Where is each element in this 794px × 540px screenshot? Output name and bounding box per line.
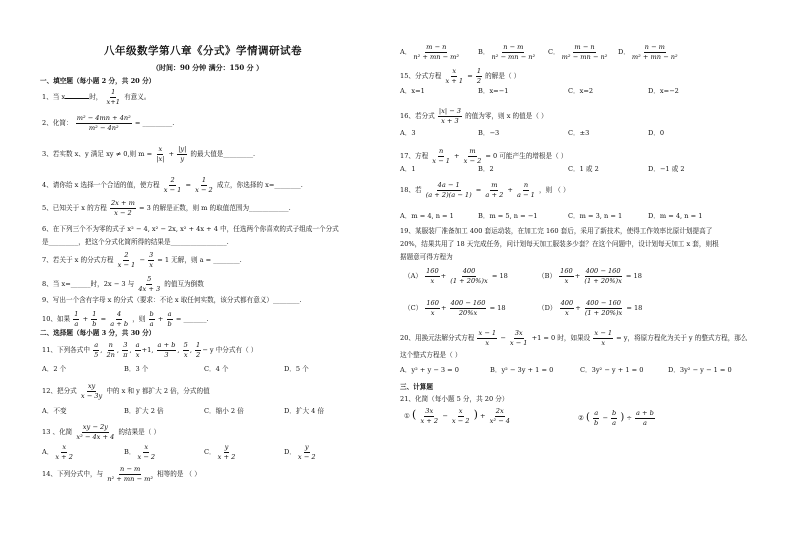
fraction: $\frac{160}{x}$ (426, 299, 439, 317)
fraction: $\frac{a + b}{3}$ (157, 341, 176, 359)
fraction: $\frac{3x}{x + 2}$ (420, 407, 439, 425)
question-5: 5、已知关于 x 的方程 $\frac{2x + m}{x - 2}$ = 3 的解是正数，则 m 的取值范围为____________. (42, 199, 291, 217)
option-c[interactable]: C．x=2 (568, 87, 594, 95)
option-b[interactable]: B． $\frac{x}{x - 2}$ (124, 443, 156, 461)
option-b[interactable]: B．−3 (478, 129, 500, 137)
option-a[interactable]: A． $\frac{x}{x + 2}$ (42, 443, 73, 461)
option-d[interactable]: D．0 (648, 129, 665, 137)
question-13: 13 、化简 $\frac{xy - 2y}{\text{x² − 4x + 4}}$ 的结果是（ ） (42, 423, 161, 441)
fraction: $\frac{2x + m}{x - 2}$ (110, 199, 135, 217)
fraction: $\frac{a}{5}$ (94, 341, 99, 359)
option-d[interactable]: D．5 个 (284, 365, 309, 373)
fraction: $\frac{3x}{x - 1}$ (509, 329, 528, 347)
fraction: $\frac{y}{x - 2}$ (297, 443, 316, 461)
fraction: $\frac{2x}{\text{x² − 4}}$ (489, 407, 510, 425)
fraction: $\frac{xy}{x - 3y}$ (80, 382, 103, 400)
question-21-part-1: ① ( $\frac{3x}{x + 2}$ − $\frac{x}{x - 2}$ ) + $\frac{2x}{\text{x² − 4}}$ (404, 407, 510, 425)
fraction: $\frac{b}{a}$ (612, 409, 617, 427)
option-a[interactable]: A．y² + y − 3 = 0 (400, 366, 459, 374)
fraction: $\frac{4}{a + b}$ (110, 310, 129, 328)
fraction: $\frac{3}{x}$ (148, 251, 154, 269)
option-c[interactable]: C．1 或 2 (568, 165, 599, 173)
fraction: $\frac{160}{x}$ (560, 267, 573, 285)
question-2: 2、化简： $\frac{\text{m² − 4mn + 4n²}}{\text{m² − 4n²}}$ = _________. (42, 114, 175, 132)
question-19-line-3: 据题意可得方程为 (400, 253, 453, 261)
option-c[interactable]: C．3y² − y + 1 = 0 (580, 366, 644, 374)
fraction: $\frac{x}{|x|}$ (156, 145, 165, 163)
section-choice: 二、选择题（每小题 3 分，共 30 分） (40, 329, 156, 337)
question-10: 10、如果 $\frac{1}{a}$ + $\frac{1}{b}$ = $\frac{4}{a + b}$ ，则 $\frac{b}{a}$ + $\frac{a}{b}$ = _______. (42, 310, 209, 328)
fraction: $\frac{5}{x}$ (183, 341, 188, 359)
option-a[interactable]: （A） $\frac{160}{x}$ + $\frac{400}{(1 + 20\%)x}$ = 18 (404, 267, 508, 285)
fraction: $\frac{4a - 1}{(a + 2)(a - 1)}$ (425, 181, 472, 199)
fraction: $\frac{m - n}{\text{m² − mn − n²}}$ (561, 43, 608, 61)
fraction: $\frac{x - 1}{x}$ (478, 329, 497, 347)
fraction: $\frac{400}{(1 + 20\%)x}$ (450, 267, 488, 285)
question-7: 7、若关于 x 的分式方程 $\frac{2}{x - 1}$ − $\frac{3}{x}$ = 1 无解，则 a = ________. (42, 251, 242, 269)
fraction: $\frac{x}{x + 2}$ (55, 443, 73, 461)
fraction: $\frac{400 - 160}{(1 + 20\%)x}$ (584, 299, 623, 317)
option-c[interactable]: C．4 个 (204, 365, 229, 373)
option-d[interactable]: D． $\frac{n - m}{\text{m² + mn − n²}}$ (618, 43, 678, 61)
fraction: $\frac{n - m}{\text{n² − mn − n²}}$ (491, 43, 536, 61)
fraction: $\frac{1}{b}$ (92, 310, 97, 328)
fraction: $\frac{160}{x}$ (426, 267, 439, 285)
fraction: $\frac{x}{x - 2}$ (451, 407, 470, 425)
question-8: 8、当 x=______时，2x − 3 与 $\frac{5}{4x + 3}$ 的值互为倒数 (42, 275, 204, 293)
question-11: 11、下列各式中 $\frac{a}{5}$ , $\frac{n}{2n}$ , $\frac{3}{\pi}$ , $\frac{a}{x}$ +1, $\frac{a + b}{3}$ , $\frac{5}{x}$ , $\frac{1}{2}$ − y 中分式有（ ） (42, 341, 258, 359)
fraction: $\frac{400 - 160}{(1 + 20\%)x}$ (584, 267, 622, 285)
option-c[interactable]: （C） $\frac{160}{x}$ + $\frac{400 - 160}{20\%x}$ = 18 (404, 299, 506, 317)
option-c[interactable]: C． $\frac{m - n}{\text{m² − mn − n²}}$ (548, 43, 608, 61)
option-c[interactable]: C．缩小 2 倍 (204, 407, 244, 415)
fraction: $\frac{2}{x - 1}$ (117, 251, 136, 269)
fraction: $\frac{x - 1}{x}$ (594, 329, 613, 347)
option-d[interactable]: D． $\frac{y}{x - 2}$ (284, 443, 316, 461)
fraction: $\frac{1}{x+1}$ (106, 88, 120, 106)
option-a[interactable]: A． $\frac{m - n}{\text{n² + mn − m²}}$ (400, 43, 460, 61)
option-d[interactable]: D．3y² − y − 1 = 0 (668, 366, 732, 374)
fraction: $\frac{3}{\pi}$ (123, 341, 128, 359)
fraction: $\frac{1}{x - 2}$ (195, 176, 213, 194)
option-c[interactable]: C．m = 3, n = 1 (568, 212, 623, 220)
option-a[interactable]: A．m = 4, n = 1 (400, 212, 454, 220)
option-a[interactable]: A．x=1 (400, 87, 425, 95)
option-b[interactable]: B．扩大 2 倍 (124, 407, 164, 415)
fraction: $\frac{xy - 2y}{\text{x² − 4x + 4}}$ (76, 423, 115, 441)
fraction: $\frac{400 - 160}{20\%x}$ (450, 299, 486, 317)
option-b[interactable]: B．y² − 3y + 1 = 0 (490, 366, 554, 374)
question-6-line-1: 6、在下列三个不为零的式子 x² − 4, x² − 2x, x² + 4x + 4 中，任选两个你喜欢的式子组成一个分式 (42, 225, 339, 233)
answer-blank[interactable] (65, 98, 89, 99)
fraction: $\frac{y}{x + 2}$ (217, 443, 236, 461)
exam-subtitle: （时间：90 分钟 满分：150 分 ） (152, 63, 264, 72)
fraction: $\frac{n}{2n}$ (106, 341, 115, 359)
fraction: $\frac{m}{a + 2}$ (485, 181, 504, 199)
fraction: $\frac{n - m}{\text{m² + mn − n²}}$ (631, 43, 678, 61)
fraction: $\frac{m}{x - 2}$ (463, 147, 482, 165)
question-20: 20、用换元法解分式方程 $\frac{x - 1}{x}$ − $\frac{3x}{x - 1}$ +1 = 0 时，如果设 $\frac{x - 1}{x}$ = y，将原方程化为关于 y 的整式方程，那么 (400, 329, 748, 347)
fraction: $\frac{2}{x - 1}$ (163, 176, 182, 194)
option-c[interactable]: C． $\frac{y}{x + 2}$ (204, 443, 236, 461)
fraction: $\frac{|y|}{y}$ (178, 145, 187, 163)
option-b[interactable]: B．2 (478, 165, 494, 173)
option-b[interactable]: B． $\frac{n - m}{\text{n² − mn − n²}}$ (478, 43, 536, 61)
option-a[interactable]: A．不变 (42, 407, 67, 415)
question-6-line-2: 是_________，把这个分式化简所得的结果是_________________. (42, 238, 229, 246)
fraction: $\frac{\text{m² − 4mn + 4n²}}{\text{m² − 4n²}}$ (76, 114, 131, 132)
question-14: 14、下列分式中，与 $\frac{n - m}{\text{n² + mn − m²}}$ 相等的是 （ ） (42, 465, 201, 483)
fraction: $\frac{m - n}{\text{n² + mn − m²}}$ (413, 43, 460, 61)
fraction: $\frac{a + b}{a}$ (636, 409, 654, 427)
section-calc: 三、计算题 (400, 383, 433, 391)
option-d[interactable]: D．扩大 4 倍 (284, 407, 325, 415)
option-b[interactable]: B．x=−1 (478, 87, 509, 95)
question-12: 12、把分式 $\frac{xy}{x - 3y}$ 中的 x 和 y 都扩大 2 倍，分式的值 (42, 382, 210, 400)
question-17: 17、方程 $\frac{n}{x - 1}$ + $\frac{m}{x - 2}$ = 0 可能产生的增根是（ ） (400, 147, 568, 165)
option-c[interactable]: C．±3 (568, 129, 590, 137)
section-fill: 一、填空题（每小题 2 分，共 20 分） (40, 77, 156, 85)
fraction: $\frac{|x| - 3}{x + 3}$ (438, 107, 461, 125)
option-d[interactable]: D．x=−2 (648, 87, 679, 95)
question-21-heading: 21、化简（每小题 5 分，共 20 分） (400, 395, 509, 403)
question-19-line-1: 19、某服装厂准备加工 400 套运动装，在加工完 160 套后，采用了新技术，使得工作效率比原计划提高了 (400, 227, 713, 235)
question-16: 16、若分式 $\frac{|x| - 3}{x + 3}$ 的值为零，则 x 的值是（ ） (400, 107, 548, 125)
question-1: 1、当 x 时， $\frac{1}{x+1}$ 有意义。 (42, 88, 151, 106)
question-3: 3、若实数 x、y 满足 xy ≠ 0,则 m = $\frac{x}{|x|}$ + $\frac{|y|}{y}$ 的最大值是_________. (42, 145, 256, 163)
fraction: $\frac{n - m}{\text{n² + mn − m²}}$ (107, 465, 153, 483)
question-18: 18、若 $\frac{4a - 1}{(a + 2)(a - 1)}$ = $\frac{m}{a + 2}$ + $\frac{n}{a - 1}$ ，则 （ ） (400, 181, 570, 199)
fraction: $\frac{n}{x - 1}$ (432, 147, 450, 165)
fraction: $\frac{a}{x}$ (135, 341, 140, 359)
question-9: 9、写出一个含有字母 x 的分式（要求：不论 x 取任何实数，该分式都有意义）________. (42, 296, 302, 304)
exam-title: 八年级数学第八章《分式》学情调研试卷 (104, 45, 302, 57)
fraction: $\frac{1}{a}$ (74, 310, 79, 328)
fraction: $\frac{x}{x - 2}$ (137, 443, 156, 461)
question-4: 4、请你给 x 选择一个合适的值，使方程 $\frac{2}{x - 1}$ = $\frac{1}{x - 2}$ 成立，你选择的 x=________. (42, 176, 303, 194)
option-a[interactable]: A．1 (400, 165, 416, 173)
option-d[interactable]: D．m = 4, n = 1 (648, 212, 703, 220)
question-19-line-2: 20%，结果共用了 18 天完成任务，问计划每天加工服装多少套？在这个问题中，设计划每天加工 x 套，则根 (400, 240, 719, 248)
option-a[interactable]: A．2 个 (42, 365, 67, 373)
fraction: $\frac{x}{x + 1}$ (445, 67, 464, 85)
fraction: $\frac{n}{a - 1}$ (517, 181, 535, 199)
question-15: 15、分式方程 $\frac{x}{x + 1}$ = $\frac{1}{2}$ 的解是（ ） (400, 67, 521, 85)
fraction: $\frac{1}{2}$ (476, 67, 482, 85)
option-d[interactable]: D．−1 或 2 (648, 165, 685, 173)
question-21-part-2: ② ( $\frac{a}{b}$ − $\frac{b}{a}$ ) ÷ $\frac{a + b}{a}$ (578, 409, 654, 427)
fraction: $\frac{b}{a}$ (149, 310, 154, 328)
fraction: $\frac{400}{x}$ (560, 299, 574, 317)
fraction: $\frac{a}{b}$ (167, 310, 172, 328)
question-20-line-2: 这个整式方程是（ ） (400, 351, 462, 359)
fraction: $\frac{1}{2}$ (196, 341, 201, 359)
option-a[interactable]: A．3 (400, 129, 416, 137)
option-b[interactable]: （B） $\frac{160}{x}$ + $\frac{400 - 160}{(1 + 20\%)x}$ = 18 (538, 267, 642, 285)
option-d[interactable]: （D） $\frac{400}{x}$ + $\frac{400 - 160}{(1 + 20\%)x}$ = 18 (538, 299, 643, 317)
option-b[interactable]: B．3 个 (124, 365, 149, 373)
fraction: $\frac{a}{b}$ (594, 409, 599, 427)
option-b[interactable]: B．m = 5, n = −1 (478, 212, 538, 220)
fraction: $\frac{5}{4x + 3}$ (138, 275, 161, 293)
